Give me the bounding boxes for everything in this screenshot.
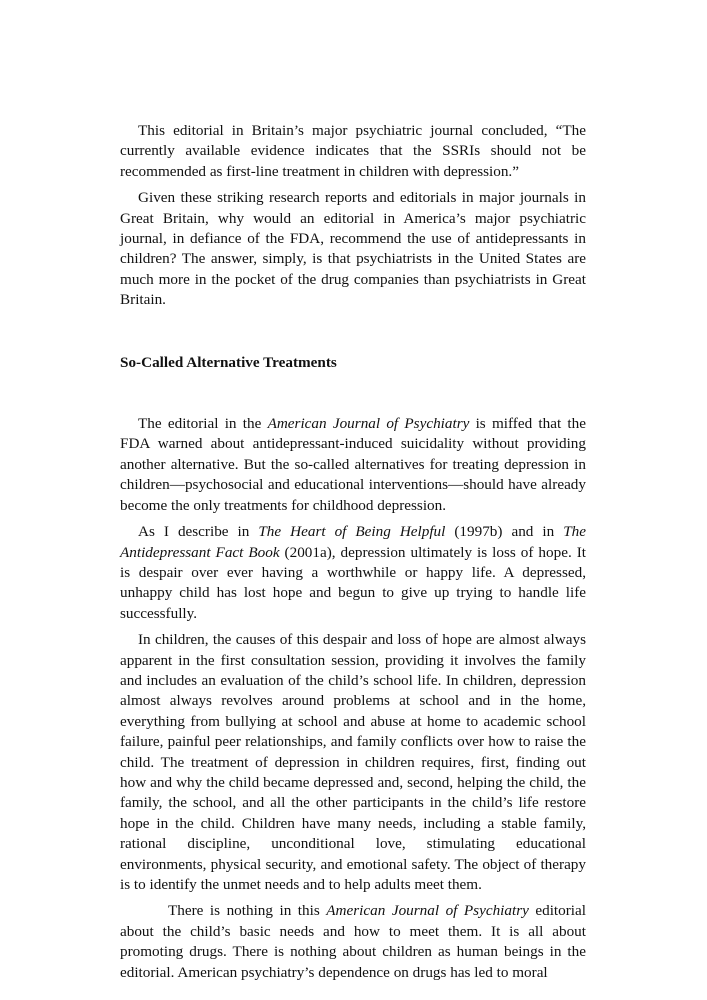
text-run: The editorial in the — [138, 415, 268, 433]
text-run: editorial about the child’s basic needs and how to meet them. It is all about promoting drugs. There is nothing about children as human beings in the editorial. American psychiatry’s dependence on drugs has led to moral — [120, 902, 586, 981]
text-run: As I describe in — [138, 523, 259, 541]
paragraph-american-editorial-question: Given these striking research reports and editorials in major journals in Great Britain, why would an editorial in America’s major psychiatric journal, in defiance of the FDA, recommend the use of antidepressants in children? The answer, simply, is that psychiatrists in the United States are much more in the pocket of the drug companies than psychiatrists in Great Britain. — [120, 189, 586, 309]
journal-title-italic: American Journal of Psychiatry — [326, 902, 529, 920]
document-page — [120, 121, 586, 989]
paragraph-loss-of-hope — [120, 522, 586, 624]
paragraph-british-editorial: This editorial in Britain’s major psychiatric journal concluded, “The currently available evidence indicates that the SSRIs should not be recommended as first-line treatment in children with depression.” — [120, 122, 586, 180]
text-run: (1997b) and in — [445, 523, 564, 541]
journal-title-italic: American Journal of Psychiatry — [267, 415, 470, 433]
paragraph-nothing-in-editorial — [120, 901, 586, 983]
paragraph-causes-in-children: In children, the causes of this despair and loss of hope are almost always apparent in the first consultation session, providing it involves the family and includes an evaluation of the child’s school life. In children, depression almost always revolves around problems at school and in the home, everything from bullying at school and abuse at home to academic school failure, painful peer relationships, and family conflicts over how to raise the child. The treatment of depression in children requires, first, finding out how and why the child became depressed and, second, helping the child, the family, the school, and all the other participants in the child’s life restore hope in the child. Children have many needs, including a stable family, rational discipline, unconditional love, stimulating educational environments, physical security, and emotional safety. The object of therapy is to identify the unmet needs and to help adults meet them. — [120, 631, 586, 893]
text-run: is miffed that the FDA warned about antidepressant-induced suicidality without providing another alternative. But the so-called alternatives for treating depression in children—psychosocial and educational interventions—should have already become the only treatments for childhood depression. — [120, 415, 586, 514]
book-title-italic: The Antidepressant Fact Book — [120, 523, 586, 561]
text-run: (2001a), depression ultimately is loss of hope. It is despair over ever having a worthwhile or happy life. A depressed, unhappy child has lost hope and begun to give up trying to handle life successfully. — [120, 543, 586, 622]
text-run: There is nothing in this — [168, 902, 327, 920]
book-title-italic: The Heart of Being Helpful — [258, 523, 446, 541]
section-heading: So-Called Alternative Treatments — [120, 353, 337, 371]
paragraph-fda-warning — [120, 414, 586, 516]
